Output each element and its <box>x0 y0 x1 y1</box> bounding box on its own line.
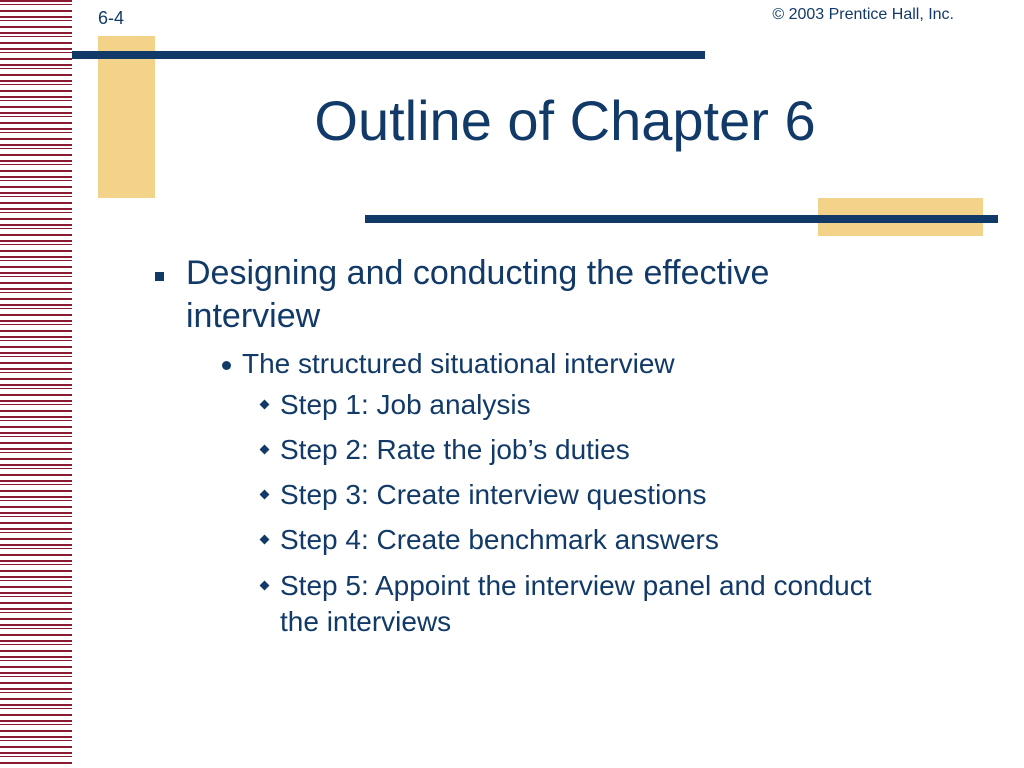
outline-item-level1-text: Designing and conducting the effective interview <box>186 254 770 336</box>
step-item <box>260 477 890 513</box>
step-text: Step 5: Appoint the interview panel and conduct the interviews <box>280 569 872 637</box>
step-item <box>260 387 890 423</box>
title-rule-bottom <box>365 215 998 223</box>
diamond-bullet-icon <box>260 400 270 410</box>
step-text: Step 2: Rate the job’s duties <box>280 434 630 466</box>
slide-content <box>150 252 890 649</box>
outline-item-level2-text: The structured situational interview <box>242 348 675 380</box>
slide-title: Outline of Chapter 6 <box>314 89 816 152</box>
step-text: Step 4: Create benchmark answers <box>280 524 719 556</box>
square-bullet-icon <box>155 272 164 281</box>
title-rule-top <box>72 51 705 59</box>
step-item <box>260 568 890 640</box>
accent-block-left <box>98 36 155 198</box>
outline-item-level1 <box>150 252 890 338</box>
step-item <box>260 432 890 468</box>
diamond-bullet-icon <box>260 535 270 545</box>
outline-item-level2 <box>222 342 890 387</box>
step-item <box>260 522 890 558</box>
dot-bullet-icon <box>222 361 231 370</box>
step-text: Step 1: Job analysis <box>280 389 531 421</box>
decorative-stripes <box>0 0 72 768</box>
step-text: Step 3: Create interview questions <box>280 479 707 511</box>
diamond-bullet-icon <box>260 445 270 455</box>
diamond-bullet-icon <box>260 580 270 590</box>
slide-number: 6-4 <box>98 8 125 28</box>
copyright-notice: © 2003 Prentice Hall, Inc. <box>772 6 954 23</box>
diamond-bullet-icon <box>260 490 270 500</box>
